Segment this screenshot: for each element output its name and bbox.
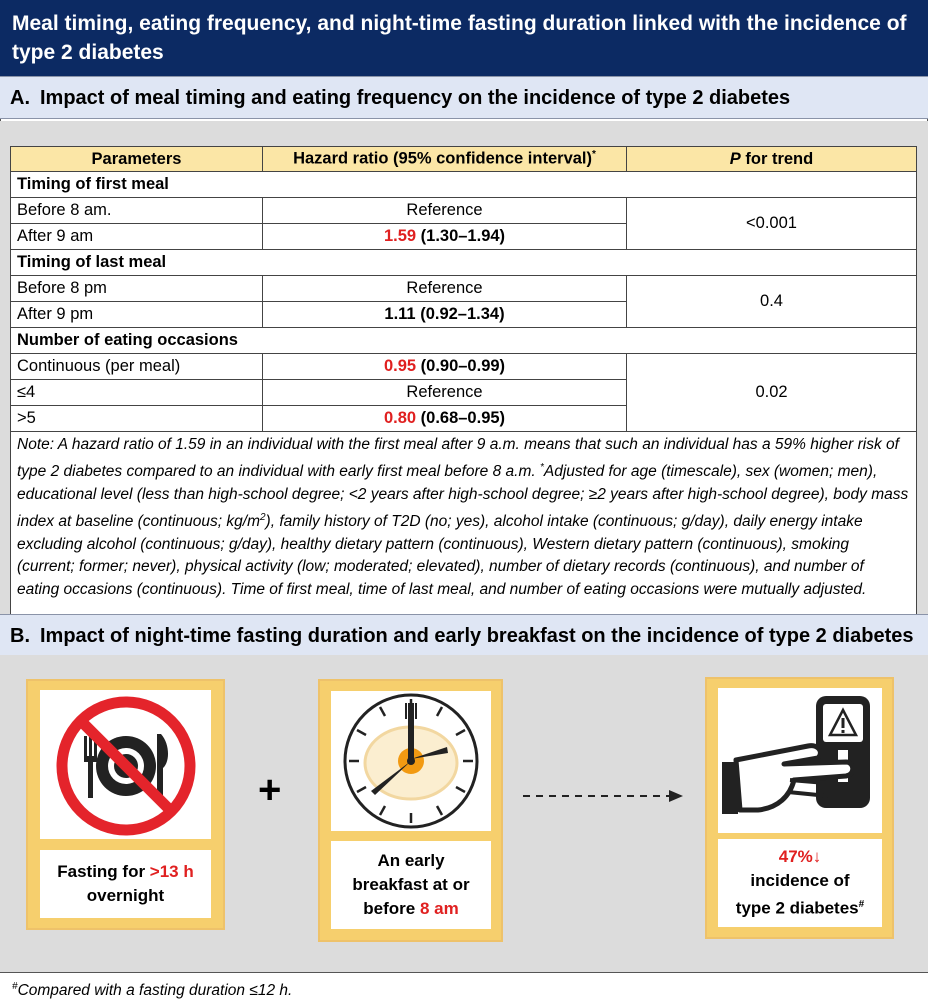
table-row: Before 8 am. Reference <0.001 [11,198,917,224]
clock-egg-icon [331,691,491,831]
group-row-last-meal: Timing of last meal [11,250,917,276]
section-b-letter: B. [10,625,30,647]
figure-title: Meal timing, eating frequency, and night-time fasting duration linked with the incidence of type 2 diabetes [0,0,928,76]
table-row: Continuous (per meal) 0.95 (0.90–0.99) 0.02 [11,354,917,380]
diabetes-outcome-caption: 47%↓ incidence of type 2 diabetes# [718,839,882,927]
section-b-heading [0,614,928,657]
p-trend-eating-occasions: 0.02 [627,354,917,432]
p-trend-first-meal: <0.001 [627,198,917,250]
no-eating-icon [40,690,211,839]
group-row-eating-occasions: Number of eating occasions [11,328,917,354]
table-row: After 9 am 1.59 (1.30–1.94) [11,224,917,250]
fasting-card [26,679,225,930]
section-a-heading [0,76,928,119]
table-note: Note: A hazard ratio of 1.59 in an individual with the first meal after 9 a.m. means that such an individual has a 59% higher risk of type 2 diabetes compared to an individual with early first meal before 8 a.m. *Adjusted for age (timescale), sex (women; men), educational level (less than high-school degree; <2 years after high-school degree; ≥2 years after high-school degree), body mass index at baseline (continuous; $kg/m^2$), family history of T2D (no; yes), alcohol intake (continuous; g/day), daily energy intake excluding alcohol (continuous; g/day), healthy dietary pattern (continuous), Western dietary pattern (continuous), smoking (current; former; never), physical activity (low; moderated; elevated), number of dietary records (continuous), and number of eating occasions (continuous). Time of first meal, time of last meal, and number of eating occasions were mutually adjusted. [10,432,917,615]
group-row-first-meal: Timing of first meal [11,172,917,198]
table-row: ≤4 Reference [11,380,917,406]
section-a-letter: A. [10,87,30,109]
table-header-row [11,147,917,172]
table-row: >5 0.80 (0.68–0.95) [11,406,917,432]
fasting-caption: Fasting for >13 h overnight [40,850,211,918]
glucose-meter-icon [718,688,882,833]
hazard-ratio-table [10,146,917,432]
early-breakfast-card [318,679,503,942]
diabetes-outcome-card [705,677,894,939]
section-a-title: Impact of meal timing and eating frequency on the incidence of type 2 diabetes [40,87,791,109]
plus-sign: + [258,768,282,812]
early-breakfast-caption: An early breakfast at or before 8 am [331,841,491,929]
footnote: #Compared with a fasting duration ≤12 h. [0,972,928,1000]
col-header-hazard-ratio: Hazard ratio (95% confidence interval)* [263,147,627,172]
table-row: Before 8 pm Reference 0.4 [11,276,917,302]
col-header-p-trend: P for trend [627,147,917,172]
dashed-arrow-icon [523,789,683,803]
table-row: After 9 pm 1.11 (0.92–1.34) [11,302,917,328]
p-trend-last-meal: 0.4 [627,276,917,328]
col-header-parameters: Parameters [11,147,263,172]
section-b-title: Impact of night-time fasting duration and early breakfast on the incidence of type 2 diabetes [40,625,914,647]
